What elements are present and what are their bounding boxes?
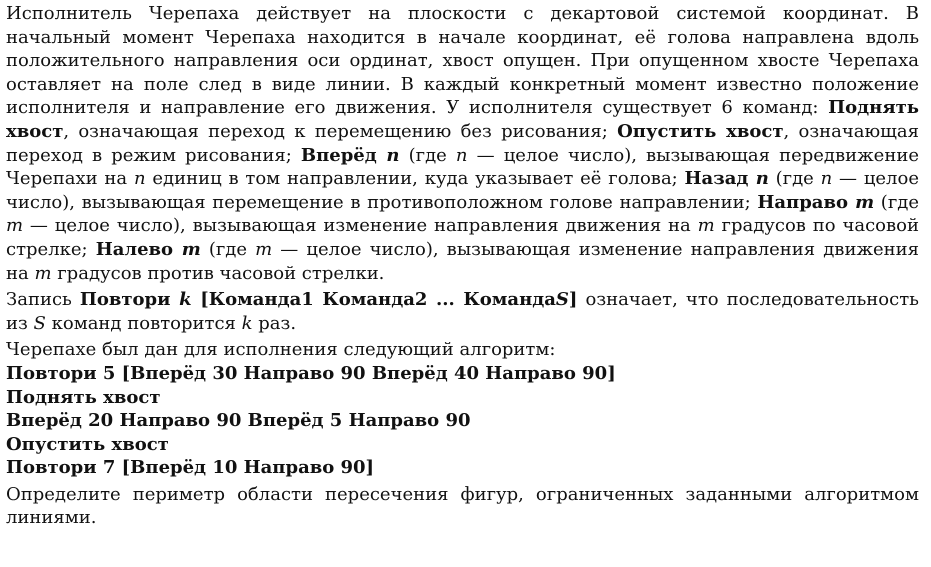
- text-fragment: единиц в том направлении, куда указывает её голова;: [145, 168, 685, 190]
- text-fragment: раз.: [252, 312, 297, 334]
- text-fragment: Запись: [6, 289, 80, 311]
- variable-s: S: [555, 289, 569, 311]
- text-fragment: градусов по часовой стрелке;: [6, 215, 919, 260]
- repeat-keyword: Повтори: [79, 289, 171, 311]
- text-fragment: градусов против часовой стрелки.: [51, 262, 385, 284]
- algorithm-line: Поднять хвост: [6, 386, 161, 408]
- text-fragment: — целое число), вызывающая изменение направления движения на: [6, 238, 919, 284]
- command-forward-label: Вперёд: [300, 144, 377, 166]
- algorithm-line: Повтори 7 [Вперёд 10 Направо 90]: [6, 457, 375, 479]
- variable-n: n: [386, 144, 400, 166]
- close-bracket: ]: [568, 289, 578, 311]
- text-fragment: (где: [200, 238, 256, 260]
- question-text: Определите периметр области пересечения фигур, ограниченных заданными алгоритмом линиями.: [6, 483, 919, 529]
- algorithm-block: [6, 338, 919, 480]
- repeat-syntax: [80, 289, 578, 310]
- description-intro: Исполнитель Черепаха действует на плоскости с декартовой системой координат. В начальный момент Черепаха находится в начале координат, её голова направлена вдоль положительного направления оси ординат, хвост опущен. При опущенном хвосте Черепаха оставляет на поле след в виде линии. В каждый конкретный момент известно положение исполнителя и направление его движения. У исполнителя существует 6 команд:: [6, 3, 919, 119]
- text-fragment: — целое число), вызывающая изменение направления движения на: [23, 215, 698, 237]
- text-fragment: команд повторится: [45, 312, 242, 334]
- text-fragment: (где: [399, 144, 456, 166]
- text-fragment: , означающая переход в режим рисования;: [6, 120, 919, 166]
- variable-m: m: [34, 262, 52, 284]
- text-fragment: , означающая переход к перемещению без рисования;: [63, 120, 618, 142]
- command-right: [757, 192, 874, 213]
- command-right-label: Направо: [757, 191, 848, 213]
- command-left-label: Налево: [95, 238, 174, 260]
- command-left: [96, 239, 201, 260]
- command-back-label: Назад: [684, 168, 749, 190]
- text-fragment: (где: [768, 168, 821, 190]
- algorithm-intro: Черепахе был дан для исполнения следующий алгоритм:: [6, 339, 556, 361]
- variable-k: k: [179, 289, 192, 311]
- variable-n: n: [820, 168, 833, 190]
- command-list: [Команда1 Команда2 ... Команда: [200, 289, 556, 311]
- variable-m: m: [855, 191, 875, 213]
- command-back: [685, 168, 769, 189]
- variable-m: m: [6, 215, 24, 237]
- text-fragment: (где: [874, 191, 919, 213]
- algorithm-line: Повтори 5 [Вперёд 30 Направо 90 Вперёд 40 Направо 90]: [6, 362, 616, 384]
- command-tail-down: Опустить хвост: [617, 120, 784, 142]
- variable-n: n: [755, 168, 769, 190]
- variable-m: m: [255, 238, 273, 260]
- variable-s: S: [33, 312, 46, 334]
- variable-k: k: [241, 312, 253, 334]
- variable-n: n: [133, 168, 146, 190]
- variable-n: n: [455, 144, 468, 166]
- turtle-description-paragraph: [6, 2, 919, 285]
- algorithm-line: Опустить хвост: [6, 433, 169, 455]
- variable-m: m: [697, 215, 715, 237]
- variable-m: m: [181, 238, 201, 260]
- text-fragment: означает, что последовательность из: [6, 289, 919, 334]
- algorithm-line: Вперёд 20 Направо 90 Вперёд 5 Направо 90: [6, 410, 471, 432]
- command-tail-up: Поднять хвост: [6, 97, 919, 142]
- text-fragment: — целое число), вызывающая передвижение Черепахи на: [6, 144, 919, 190]
- command-forward: [301, 145, 400, 166]
- text-fragment: — целое число), вызывающая перемещение в противоположном голове направлении;: [6, 168, 919, 213]
- repeat-definition-paragraph: [6, 288, 919, 335]
